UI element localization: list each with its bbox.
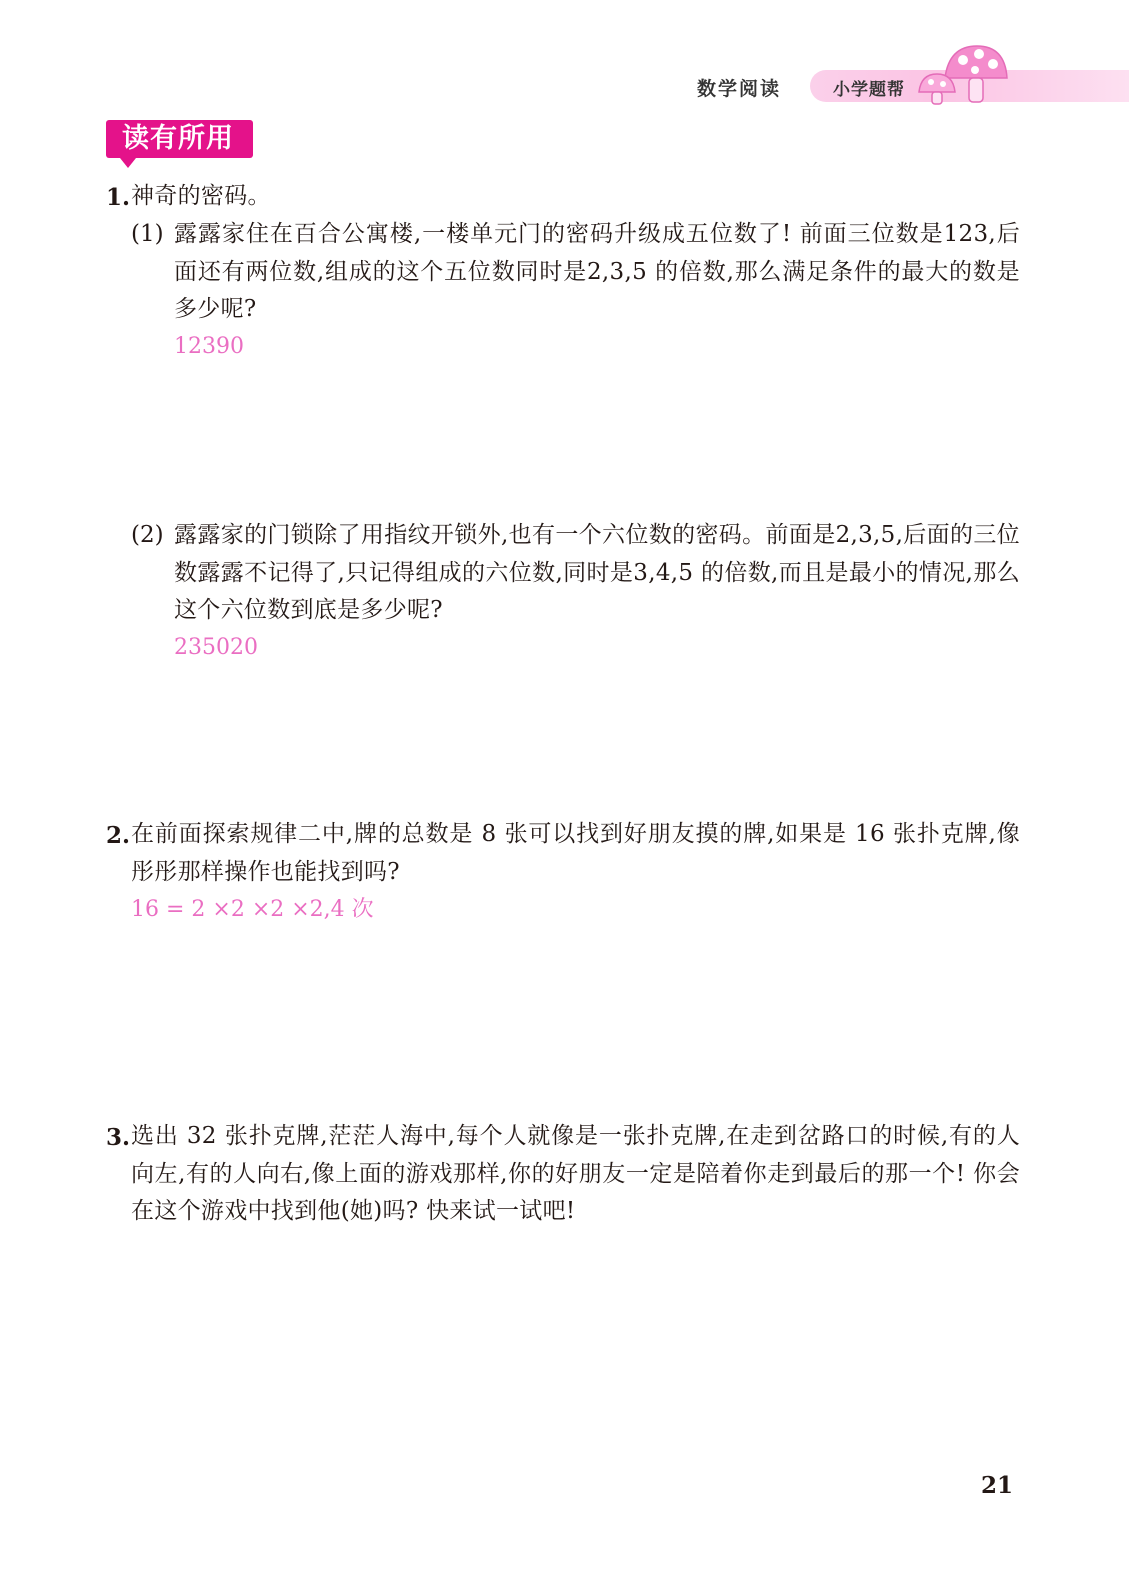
question-1-2-label: (2) bbox=[131, 522, 164, 548]
question-3-number: 3. bbox=[106, 1124, 131, 1151]
question-2-answer: 16 = 2 ×2 ×2 ×2,4 次 bbox=[131, 897, 374, 922]
question-3-text: 选出 32 张扑克牌,茫茫人海中,每个人就像是一张扑克牌,在走到岔路口的时候,有的人向左,有的人向右,像上面的游戏那样,你的好朋友一定是陪着你走到最后的那一个! 你会在这个游戏中找到他(她)吗? 快来试一试吧! bbox=[131, 1123, 1020, 1224]
question-1-2-answer: 235020 bbox=[174, 635, 258, 660]
question-1-2-text: 露露家的门锁除了用指纹开锁外,也有一个六位数的密码。前面是2,3,5,后面的三位数露露不记得了,只记得组成的六位数,同时是3,4,5 的倍数,而且是最小的情况,那么这个六位数到底是多少呢? bbox=[174, 522, 1020, 623]
question-1-number: 1. bbox=[106, 184, 131, 211]
question-1-text: 神奇的密码。 bbox=[131, 183, 271, 209]
question-2-number: 2. bbox=[106, 822, 131, 849]
question-2-text: 在前面探索规律二中,牌的总数是 8 张可以找到好朋友摸的牌,如果是 16 张扑克牌,像彤彤那样操作也能找到吗? bbox=[131, 821, 1020, 885]
question-1-1-answer: 12390 bbox=[174, 334, 244, 359]
page-number: 21 bbox=[981, 1472, 1014, 1499]
question-1-1-label: (1) bbox=[131, 221, 164, 247]
book-title: 数学阅读 bbox=[697, 78, 782, 100]
series-title: 小学题帮 bbox=[833, 80, 905, 100]
section-tag bbox=[106, 120, 253, 158]
mushroom-icon bbox=[915, 40, 1010, 110]
section-title: 读有所用 bbox=[122, 123, 234, 154]
question-1-1-text: 露露家住在百合公寓楼,一楼单元门的密码升级成五位数了! 前面三位数是123,后面还有两位数,组成的这个五位数同时是2,3,5 的倍数,那么满足条件的最大的数是多少呢? bbox=[174, 221, 1020, 322]
